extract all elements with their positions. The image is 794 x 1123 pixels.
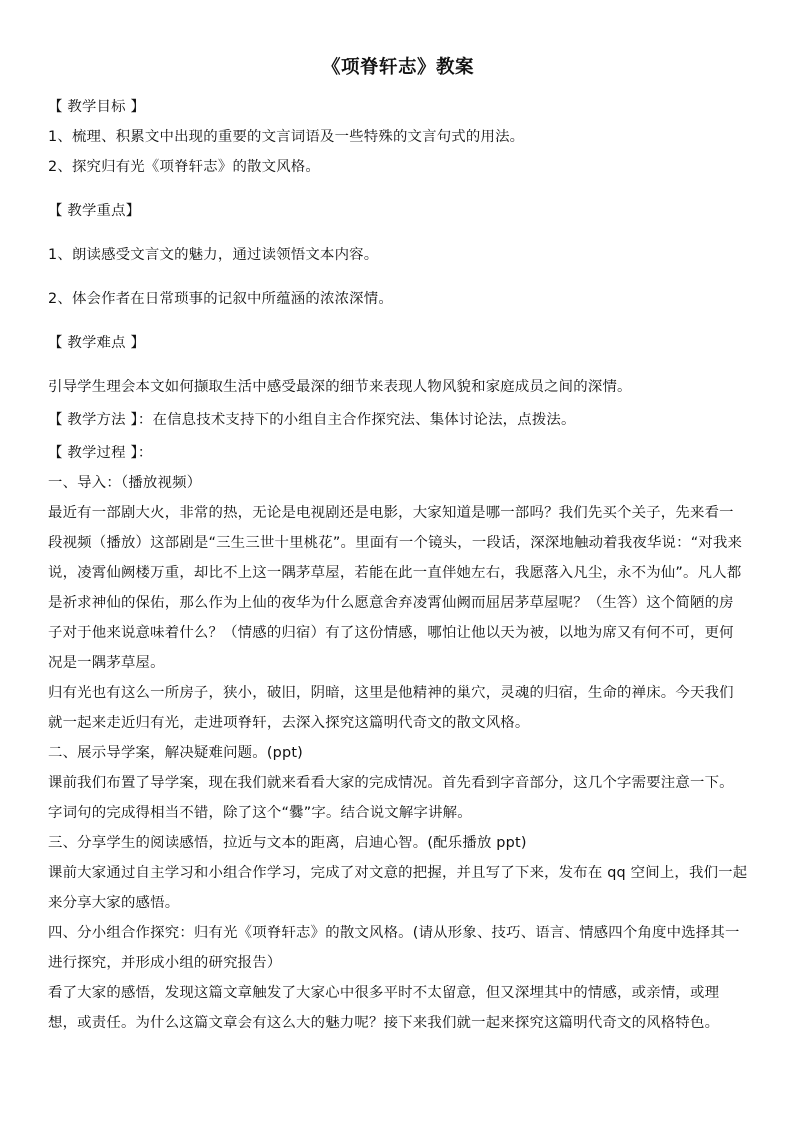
objective-item: 2、探究归有光《项脊轩志》的散文风格。 bbox=[48, 159, 320, 175]
document-title: 《项脊轩志》教案 bbox=[321, 57, 474, 78]
step-paragraph: 归有光也有这么一所房子，狭小，破旧，阴暗，这里是他精神的巢穴，灵魂的归宿，生命的禅床。今天我们就一起来走近归有光，走进项脊轩，去深入探究这篇明代奇文的散文风格。 bbox=[48, 685, 734, 731]
key-points-heading: 【 教学重点】 bbox=[48, 203, 141, 219]
objectives-heading: 【 教学目标 】 bbox=[48, 99, 146, 115]
step-paragraph: 课前大家通过自主学习和小组合作学习，完成了对文意的把握，并且写了下来，发布在 qq 空间上，我们一起来分享大家的感悟。 bbox=[48, 865, 748, 911]
step-paragraph: 看了大家的感悟，发现这篇文章触发了大家心中很多平时不太留意，但又深埋其中的情感，或亲情，或理想，或责任。为什么这篇文章会有这么大的魅力呢？接下来我们就一起来探究这篇明代奇文的风格特色。 bbox=[48, 985, 720, 1031]
step-paragraph: 最近有一部剧大火，非常的热，无论是电视剧还是电影，大家知道是哪一部吗？我们先买个关子，先来看一段视频（播放）这部剧是“三生三世十里桃花”。里面有一个镜头，一段话，深深地触动着我夜华说：“对我来说，凌霄仙阙楼万重，却比不上这一隅茅草屋，若能在此一直伴她左右，我愿落入凡尘，永不为仙”。凡人都是祈求神仙的保佑，那么作为上仙的夜华为什么愿意舍弃凌霄仙阙而屈居茅草屋呢？（生答）这个简陋的房子对于他来说意味着什么？（情感的归宿）有了这份情感，哪怕让他以天为被，以地为席又有何不可，更何况是一隅茅草屋。 bbox=[48, 505, 743, 671]
step-heading: 四、分小组合作探究：归有光《项脊轩志》的散文风格。(请从形象、技巧、语言、情感四个角度中选择其一进行探究，并形成小组的研究报告） bbox=[48, 925, 740, 971]
difficulties-heading: 【 教学难点 】 bbox=[48, 335, 146, 351]
methods-line: 【 教学方法 】：在信息技术支持下的小组自主合作探究法、集体讨论法，点拨法。 bbox=[48, 412, 576, 428]
step-heading: 二、展示导学案，解决疑难问题。(ppt) bbox=[48, 745, 304, 761]
step-heading: 三、分享学生的阅读感悟，拉近与文本的距离，启迪心智。(配乐播放 ppt) bbox=[48, 835, 527, 851]
difficulties-text: 引导学生理会本文如何撷取生活中感受最深的细节来表现人物风貌和家庭成员之间的深情。 bbox=[48, 379, 632, 395]
key-point-item: 2、体会作者在日常琐事的记叙中所蕴涵的浓浓深情。 bbox=[48, 291, 393, 307]
key-point-item: 1、朗读感受文言文的魅力，通过读领悟文本内容。 bbox=[48, 247, 379, 263]
process-heading: 【 教学过程 】： bbox=[48, 445, 153, 461]
document-page bbox=[48, 56, 748, 1038]
objective-item: 1、梳理、积累文中出现的重要的文言词语及一些特殊的文言句式的用法。 bbox=[48, 129, 525, 145]
step-heading: 一、导入：（播放视频） bbox=[48, 475, 202, 491]
step-paragraph: 课前我们布置了导学案，现在我们就来看看大家的完成情况。首先看到字音部分，这几个字需要注意一下。字词句的完成得相当不错，除了这个“爨”字。结合说文解字讲解。 bbox=[48, 775, 734, 821]
